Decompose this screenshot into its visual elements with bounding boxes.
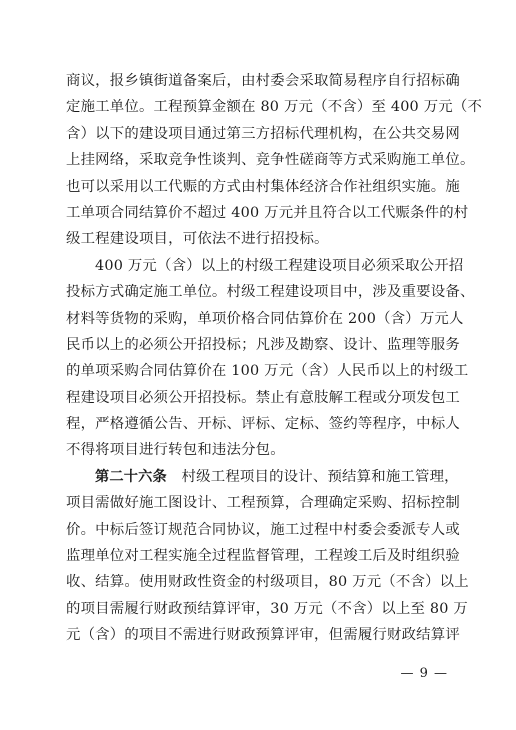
text-line: 程建设项目必须公开招投标。禁止有意肢解工程或分项发包工: [66, 389, 460, 406]
paragraph-1: [66, 68, 483, 253]
text-line: 元（含）的项目不需进行财政预算评审，但需履行财政结算评: [66, 627, 460, 644]
text-line: 的单项采购合同估算价在 100 万元（含）人民币以上的村级工: [66, 363, 469, 380]
text-line: 工单项合同结算价不超过 400 万元并且符合以工代赈条件的村: [66, 204, 469, 221]
text-line: 的项目需履行财政预结算评审，30 万元（不含）以上至 80 万: [66, 600, 468, 617]
text-line: 材料等货物的采购，单项价格合同估算价在 200（含）万元人: [66, 310, 464, 327]
text-line: 400 万元（含）以上的村级工程建设项目必须采取公开招: [95, 257, 464, 274]
text-line: 监理单位对工程实施全过程监督管理，工程竣工后及时组织验: [66, 548, 460, 565]
text-line: 商议，报乡镇街道备案后，由村委会采取简易程序自行招标确: [66, 73, 460, 89]
paragraph-2: [66, 253, 475, 464]
text-line: 项目需做好施工图设计、工程预算，合理确定采购、招标控制: [66, 495, 460, 512]
article-first-line: [66, 464, 459, 490]
text-line: 也可以采用以工代赈的方式由村集体经济合作社组织实施。施: [66, 178, 460, 195]
document-page: [66, 68, 483, 649]
text-line: 定施工单位。工程预算金额在 80 万元（不含）至 400 万元（不: [66, 99, 483, 116]
text-line: 上挂网络，采取竞争性谈判、竞争性磋商等方式采购施工单位。: [66, 152, 475, 169]
text-line: 民币以上的必须公开招投标；凡涉及勘察、设计、监理等服务: [66, 336, 460, 353]
text-line: 程，严格遵循公告、开标、评标、定标、签约等程序，中标人: [66, 416, 460, 433]
text-line: 价。中标后签订规范合同协议，施工过程中村委会委派专人或: [66, 521, 460, 538]
text-line: 收、结算。使用财政性资金的村级项目，80 万元（不含）以上: [66, 574, 469, 591]
text-line: 级工程建设项目，可依法不进行招投标。: [66, 231, 329, 248]
text-span: 村级工程项目的设计、预结算和施工管理，: [181, 468, 459, 485]
article-heading: 第二十六条: [95, 468, 167, 485]
paragraph-3: [66, 464, 469, 649]
text-line: 不得将项目进行转包和违法分包。: [66, 442, 285, 459]
page-number: — 9 —: [400, 666, 448, 681]
text-line: 含）以下的建设项目通过第三方招标代理机构，在公共交易网: [66, 125, 460, 142]
text-line: 投标方式确定施工单位。村级工程建设项目中，涉及重要设备、: [66, 284, 475, 301]
